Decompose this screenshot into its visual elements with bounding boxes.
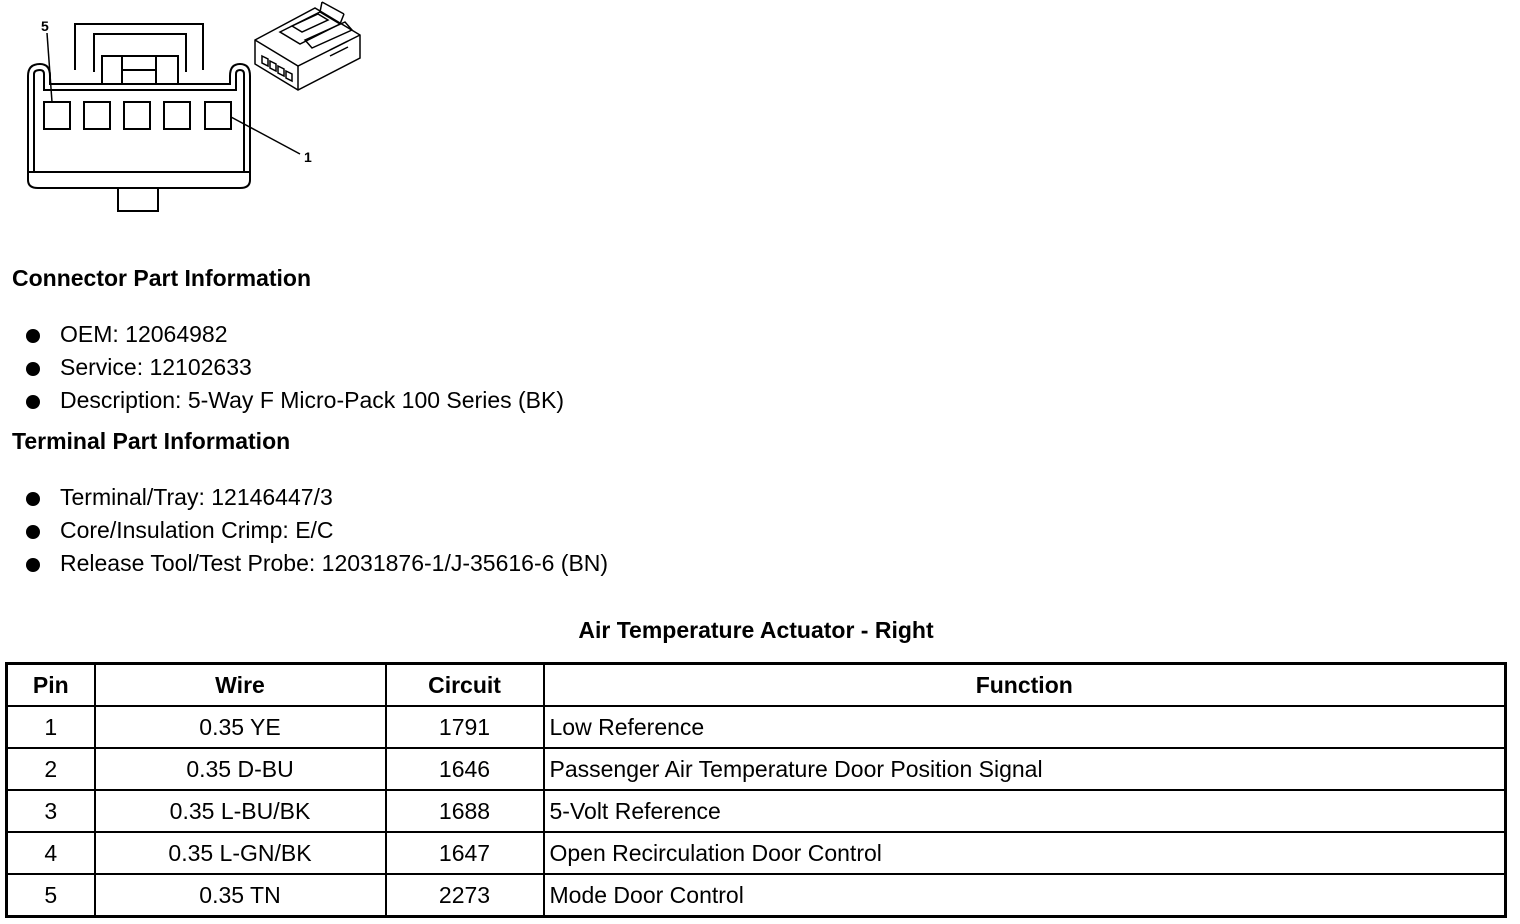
cavity-1 (205, 102, 231, 129)
connector-isometric-view (255, 2, 360, 90)
cell-wire: 0.35 L-GN/BK (95, 832, 386, 874)
cell-circuit: 2273 (386, 874, 544, 917)
cell-circuit: 1688 (386, 790, 544, 832)
cell-pin: 3 (7, 790, 95, 832)
header-pin: Pin (7, 664, 95, 707)
table-title: Air Temperature Actuator - Right (578, 617, 934, 643)
cell-function: 5-Volt Reference (544, 790, 1506, 832)
table-row (7, 790, 1506, 832)
cell-function: Open Recirculation Door Control (544, 832, 1506, 874)
table-row (7, 874, 1506, 917)
cell-wire: 0.35 L-BU/BK (95, 790, 386, 832)
header-function: Function (544, 664, 1506, 707)
cell-wire: 0.35 D-BU (95, 748, 386, 790)
cell-wire: 0.35 YE (95, 706, 386, 748)
pinout-table (5, 662, 1507, 918)
bullet-icon (26, 558, 40, 572)
cavity-4 (84, 102, 110, 129)
cell-pin: 4 (7, 832, 95, 874)
connector-part-info-list (26, 318, 564, 417)
terminal-part-info-heading: Terminal Part Information (12, 428, 291, 454)
header-circuit: Circuit (386, 664, 544, 707)
header-wire: Wire (95, 664, 386, 707)
list-item: Service: 12102633 (26, 351, 564, 384)
pin-label-5: 5 (41, 18, 49, 34)
bullet-icon (26, 329, 40, 343)
list-item: Release Tool/Test Probe: 12031876-1/J-35616-6 (BN) (26, 547, 608, 580)
cell-pin: 1 (7, 706, 95, 748)
cavity-3 (124, 102, 150, 129)
list-item: Terminal/Tray: 12146447/3 (26, 481, 608, 514)
terminal-part-info-list (26, 481, 608, 580)
table-row (7, 706, 1506, 748)
leader-line-1 (231, 117, 300, 154)
cell-circuit: 1646 (386, 748, 544, 790)
pin-label-1: 1 (304, 149, 312, 165)
cavity-5 (44, 102, 70, 129)
bullet-icon (26, 525, 40, 539)
connector-part-info-heading: Connector Part Information (12, 265, 312, 291)
table-row (7, 748, 1506, 790)
cell-circuit: 1647 (386, 832, 544, 874)
list-item: Description: 5-Way F Micro-Pack 100 Series (BK) (26, 384, 564, 417)
connector-diagram (0, 0, 380, 220)
bullet-icon (26, 362, 40, 376)
bullet-icon (26, 395, 40, 409)
table-header-row (7, 664, 1506, 707)
cell-function: Passenger Air Temperature Door Position Signal (544, 748, 1506, 790)
cell-function: Low Reference (544, 706, 1506, 748)
cell-pin: 5 (7, 874, 95, 917)
bullet-icon (26, 492, 40, 506)
cell-pin: 2 (7, 748, 95, 790)
cell-circuit: 1791 (386, 706, 544, 748)
list-item: Core/Insulation Crimp: E/C (26, 514, 608, 547)
cell-wire: 0.35 TN (95, 874, 386, 917)
table-row (7, 832, 1506, 874)
cavity-2 (164, 102, 190, 129)
cell-function: Mode Door Control (544, 874, 1506, 917)
list-item: OEM: 12064982 (26, 318, 564, 351)
